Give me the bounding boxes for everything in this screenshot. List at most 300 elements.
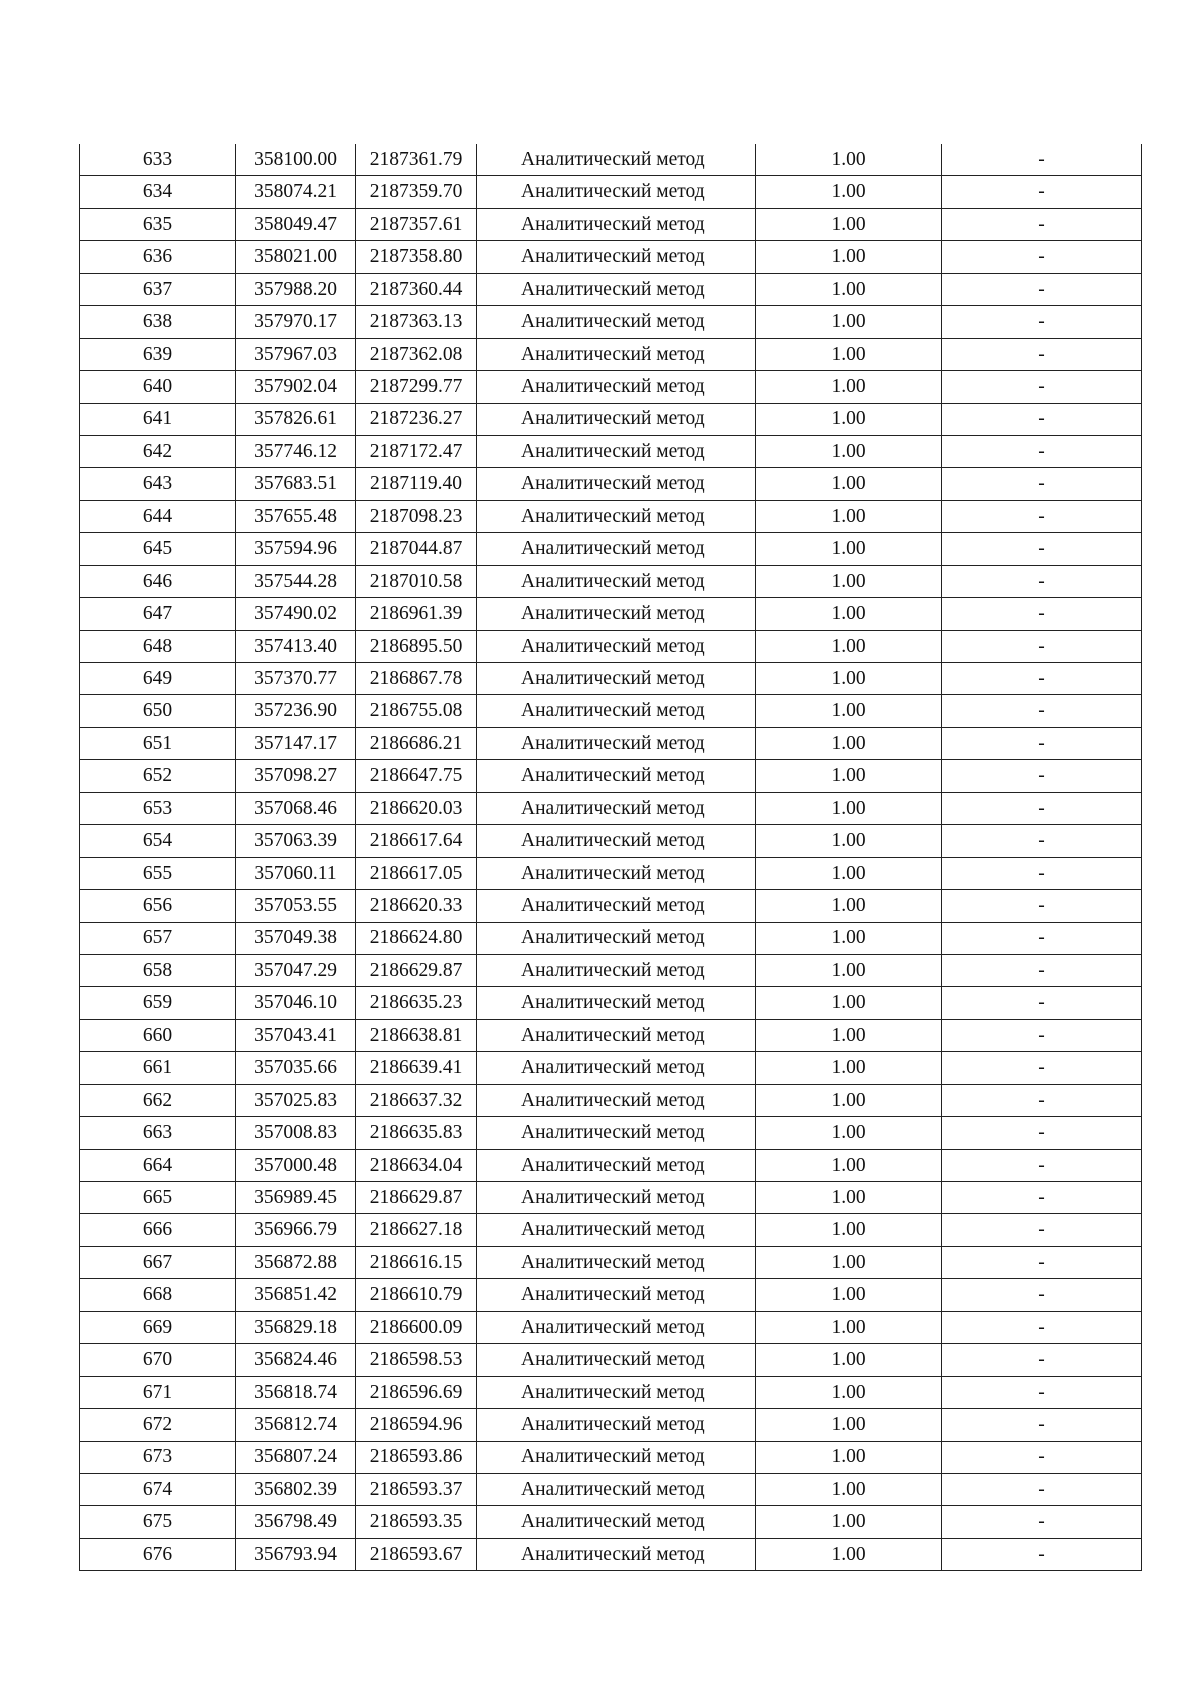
- method-cell: Аналитический метод: [477, 1117, 756, 1149]
- method-cell: Аналитический метод: [477, 1182, 756, 1214]
- point-number-cell: 659: [80, 987, 236, 1019]
- x-coordinate-cell: 357746.12: [236, 435, 356, 467]
- x-coordinate-cell: 357967.03: [236, 338, 356, 370]
- x-coordinate-cell: 357490.02: [236, 598, 356, 630]
- table-row: [80, 1182, 1142, 1214]
- method-cell: Аналитический метод: [477, 144, 756, 176]
- method-cell: Аналитический метод: [477, 1538, 756, 1570]
- accuracy-cell: 1.00: [756, 1246, 942, 1278]
- description-cell: -: [942, 1052, 1142, 1084]
- accuracy-cell: 1.00: [756, 1052, 942, 1084]
- accuracy-cell: 1.00: [756, 630, 942, 662]
- x-coordinate-cell: 357025.83: [236, 1084, 356, 1116]
- x-coordinate-cell: 357826.61: [236, 403, 356, 435]
- accuracy-cell: 1.00: [756, 1149, 942, 1181]
- table-row: [80, 760, 1142, 792]
- table-row: [80, 435, 1142, 467]
- description-cell: -: [942, 1538, 1142, 1570]
- description-cell: -: [942, 598, 1142, 630]
- y-coordinate-cell: 2187172.47: [356, 435, 477, 467]
- y-coordinate-cell: 2186600.09: [356, 1311, 477, 1343]
- table-row: [80, 857, 1142, 889]
- table-row: [80, 825, 1142, 857]
- y-coordinate-cell: 2187358.80: [356, 241, 477, 273]
- y-coordinate-cell: 2187044.87: [356, 533, 477, 565]
- description-cell: -: [942, 468, 1142, 500]
- accuracy-cell: 1.00: [756, 1473, 942, 1505]
- accuracy-cell: 1.00: [756, 306, 942, 338]
- y-coordinate-cell: 2186638.81: [356, 1019, 477, 1051]
- accuracy-cell: 1.00: [756, 1182, 942, 1214]
- y-coordinate-cell: 2186895.50: [356, 630, 477, 662]
- x-coordinate-cell: 358074.21: [236, 176, 356, 208]
- method-cell: Аналитический метод: [477, 533, 756, 565]
- y-coordinate-cell: 2186593.67: [356, 1538, 477, 1570]
- description-cell: -: [942, 1376, 1142, 1408]
- y-coordinate-cell: 2186620.03: [356, 792, 477, 824]
- description-cell: -: [942, 371, 1142, 403]
- method-cell: Аналитический метод: [477, 1246, 756, 1278]
- x-coordinate-cell: 357988.20: [236, 273, 356, 305]
- point-number-cell: 656: [80, 890, 236, 922]
- method-cell: Аналитический метод: [477, 1084, 756, 1116]
- accuracy-cell: 1.00: [756, 663, 942, 695]
- point-number-cell: 639: [80, 338, 236, 370]
- method-cell: Аналитический метод: [477, 468, 756, 500]
- description-cell: -: [942, 727, 1142, 759]
- description-cell: -: [942, 144, 1142, 176]
- description-cell: -: [942, 760, 1142, 792]
- method-cell: Аналитический метод: [477, 663, 756, 695]
- accuracy-cell: 1.00: [756, 1409, 942, 1441]
- description-cell: -: [942, 306, 1142, 338]
- x-coordinate-cell: 357046.10: [236, 987, 356, 1019]
- y-coordinate-cell: 2186624.80: [356, 922, 477, 954]
- table-row: [80, 565, 1142, 597]
- method-cell: Аналитический метод: [477, 792, 756, 824]
- method-cell: Аналитический метод: [477, 1441, 756, 1473]
- point-number-cell: 675: [80, 1506, 236, 1538]
- point-number-cell: 653: [80, 792, 236, 824]
- description-cell: -: [942, 857, 1142, 889]
- method-cell: Аналитический метод: [477, 1311, 756, 1343]
- point-number-cell: 665: [80, 1182, 236, 1214]
- y-coordinate-cell: 2187363.13: [356, 306, 477, 338]
- description-cell: -: [942, 1311, 1142, 1343]
- method-cell: Аналитический метод: [477, 1409, 756, 1441]
- description-cell: -: [942, 695, 1142, 727]
- accuracy-cell: 1.00: [756, 987, 942, 1019]
- y-coordinate-cell: 2187236.27: [356, 403, 477, 435]
- point-number-cell: 673: [80, 1441, 236, 1473]
- description-cell: -: [942, 1084, 1142, 1116]
- point-number-cell: 660: [80, 1019, 236, 1051]
- method-cell: Аналитический метод: [477, 500, 756, 532]
- method-cell: Аналитический метод: [477, 403, 756, 435]
- x-coordinate-cell: 357098.27: [236, 760, 356, 792]
- point-number-cell: 661: [80, 1052, 236, 1084]
- point-number-cell: 669: [80, 1311, 236, 1343]
- description-cell: -: [942, 1246, 1142, 1278]
- description-cell: -: [942, 922, 1142, 954]
- description-cell: -: [942, 1279, 1142, 1311]
- table-row: [80, 1311, 1142, 1343]
- x-coordinate-cell: 357370.77: [236, 663, 356, 695]
- point-number-cell: 648: [80, 630, 236, 662]
- y-coordinate-cell: 2186598.53: [356, 1344, 477, 1376]
- x-coordinate-cell: 356989.45: [236, 1182, 356, 1214]
- accuracy-cell: 1.00: [756, 1311, 942, 1343]
- accuracy-cell: 1.00: [756, 338, 942, 370]
- description-cell: -: [942, 954, 1142, 986]
- x-coordinate-cell: 358100.00: [236, 144, 356, 176]
- accuracy-cell: 1.00: [756, 695, 942, 727]
- description-cell: -: [942, 630, 1142, 662]
- accuracy-cell: 1.00: [756, 825, 942, 857]
- method-cell: Аналитический метод: [477, 922, 756, 954]
- y-coordinate-cell: 2187357.61: [356, 208, 477, 240]
- x-coordinate-cell: 357594.96: [236, 533, 356, 565]
- y-coordinate-cell: 2187359.70: [356, 176, 477, 208]
- point-number-cell: 636: [80, 241, 236, 273]
- accuracy-cell: 1.00: [756, 954, 942, 986]
- point-number-cell: 637: [80, 273, 236, 305]
- table-row: [80, 1409, 1142, 1441]
- method-cell: Аналитический метод: [477, 1052, 756, 1084]
- y-coordinate-cell: 2187360.44: [356, 273, 477, 305]
- table-row: [80, 403, 1142, 435]
- table-row: [80, 1052, 1142, 1084]
- point-number-cell: 642: [80, 435, 236, 467]
- y-coordinate-cell: 2186961.39: [356, 598, 477, 630]
- table-row: [80, 306, 1142, 338]
- method-cell: Аналитический метод: [477, 1019, 756, 1051]
- method-cell: Аналитический метод: [477, 727, 756, 759]
- coordinates-table: [79, 144, 1142, 1571]
- accuracy-cell: 1.00: [756, 403, 942, 435]
- point-number-cell: 676: [80, 1538, 236, 1570]
- table-row: [80, 176, 1142, 208]
- description-cell: -: [942, 338, 1142, 370]
- table-row: [80, 1214, 1142, 1246]
- method-cell: Аналитический метод: [477, 435, 756, 467]
- x-coordinate-cell: 357047.29: [236, 954, 356, 986]
- description-cell: -: [942, 825, 1142, 857]
- accuracy-cell: 1.00: [756, 273, 942, 305]
- table-row: [80, 338, 1142, 370]
- point-number-cell: 633: [80, 144, 236, 176]
- accuracy-cell: 1.00: [756, 598, 942, 630]
- x-coordinate-cell: 356829.18: [236, 1311, 356, 1343]
- accuracy-cell: 1.00: [756, 1279, 942, 1311]
- accuracy-cell: 1.00: [756, 435, 942, 467]
- y-coordinate-cell: 2186616.15: [356, 1246, 477, 1278]
- y-coordinate-cell: 2187361.79: [356, 144, 477, 176]
- x-coordinate-cell: 356807.24: [236, 1441, 356, 1473]
- table-row: [80, 663, 1142, 695]
- point-number-cell: 672: [80, 1409, 236, 1441]
- point-number-cell: 647: [80, 598, 236, 630]
- point-number-cell: 667: [80, 1246, 236, 1278]
- point-number-cell: 645: [80, 533, 236, 565]
- table-row: [80, 500, 1142, 532]
- y-coordinate-cell: 2186620.33: [356, 890, 477, 922]
- method-cell: Аналитический метод: [477, 371, 756, 403]
- y-coordinate-cell: 2186593.37: [356, 1473, 477, 1505]
- x-coordinate-cell: 357008.83: [236, 1117, 356, 1149]
- table-row: [80, 1538, 1142, 1570]
- y-coordinate-cell: 2186593.86: [356, 1441, 477, 1473]
- method-cell: Аналитический метод: [477, 825, 756, 857]
- table-row: [80, 1246, 1142, 1278]
- method-cell: Аналитический метод: [477, 565, 756, 597]
- method-cell: Аналитический метод: [477, 1473, 756, 1505]
- x-coordinate-cell: 357655.48: [236, 500, 356, 532]
- accuracy-cell: 1.00: [756, 176, 942, 208]
- description-cell: -: [942, 1441, 1142, 1473]
- table-row: [80, 630, 1142, 662]
- description-cell: -: [942, 792, 1142, 824]
- description-cell: -: [942, 1344, 1142, 1376]
- table-row: [80, 1473, 1142, 1505]
- accuracy-cell: 1.00: [756, 1376, 942, 1408]
- point-number-cell: 644: [80, 500, 236, 532]
- x-coordinate-cell: 357053.55: [236, 890, 356, 922]
- point-number-cell: 652: [80, 760, 236, 792]
- table-row: [80, 890, 1142, 922]
- y-coordinate-cell: 2187098.23: [356, 500, 477, 532]
- accuracy-cell: 1.00: [756, 1214, 942, 1246]
- y-coordinate-cell: 2186629.87: [356, 1182, 477, 1214]
- point-number-cell: 670: [80, 1344, 236, 1376]
- y-coordinate-cell: 2186867.78: [356, 663, 477, 695]
- method-cell: Аналитический метод: [477, 1506, 756, 1538]
- method-cell: Аналитический метод: [477, 273, 756, 305]
- x-coordinate-cell: 357902.04: [236, 371, 356, 403]
- point-number-cell: 650: [80, 695, 236, 727]
- x-coordinate-cell: 357063.39: [236, 825, 356, 857]
- table-row: [80, 371, 1142, 403]
- accuracy-cell: 1.00: [756, 1019, 942, 1051]
- point-number-cell: 657: [80, 922, 236, 954]
- accuracy-cell: 1.00: [756, 760, 942, 792]
- accuracy-cell: 1.00: [756, 890, 942, 922]
- method-cell: Аналитический метод: [477, 208, 756, 240]
- table-row: [80, 1344, 1142, 1376]
- accuracy-cell: 1.00: [756, 1538, 942, 1570]
- description-cell: -: [942, 1182, 1142, 1214]
- x-coordinate-cell: 358021.00: [236, 241, 356, 273]
- method-cell: Аналитический метод: [477, 306, 756, 338]
- point-number-cell: 649: [80, 663, 236, 695]
- method-cell: Аналитический метод: [477, 890, 756, 922]
- accuracy-cell: 1.00: [756, 533, 942, 565]
- x-coordinate-cell: 357060.11: [236, 857, 356, 889]
- table-row: [80, 1019, 1142, 1051]
- accuracy-cell: 1.00: [756, 468, 942, 500]
- y-coordinate-cell: 2186686.21: [356, 727, 477, 759]
- table-row: [80, 1279, 1142, 1311]
- y-coordinate-cell: 2186594.96: [356, 1409, 477, 1441]
- method-cell: Аналитический метод: [477, 1344, 756, 1376]
- x-coordinate-cell: 356812.74: [236, 1409, 356, 1441]
- coordinates-table-body: [80, 144, 1142, 1571]
- point-number-cell: 635: [80, 208, 236, 240]
- method-cell: Аналитический метод: [477, 760, 756, 792]
- x-coordinate-cell: 356802.39: [236, 1473, 356, 1505]
- method-cell: Аналитический метод: [477, 857, 756, 889]
- table-row: [80, 792, 1142, 824]
- method-cell: Аналитический метод: [477, 987, 756, 1019]
- table-row: [80, 695, 1142, 727]
- point-number-cell: 646: [80, 565, 236, 597]
- y-coordinate-cell: 2187299.77: [356, 371, 477, 403]
- x-coordinate-cell: 357043.41: [236, 1019, 356, 1051]
- point-number-cell: 664: [80, 1149, 236, 1181]
- point-number-cell: 640: [80, 371, 236, 403]
- point-number-cell: 671: [80, 1376, 236, 1408]
- y-coordinate-cell: 2187119.40: [356, 468, 477, 500]
- point-number-cell: 666: [80, 1214, 236, 1246]
- x-coordinate-cell: 357147.17: [236, 727, 356, 759]
- point-number-cell: 651: [80, 727, 236, 759]
- method-cell: Аналитический метод: [477, 338, 756, 370]
- table-row: [80, 1441, 1142, 1473]
- x-coordinate-cell: 356824.46: [236, 1344, 356, 1376]
- y-coordinate-cell: 2186610.79: [356, 1279, 477, 1311]
- x-coordinate-cell: 357000.48: [236, 1149, 356, 1181]
- description-cell: -: [942, 1473, 1142, 1505]
- method-cell: Аналитический метод: [477, 1149, 756, 1181]
- accuracy-cell: 1.00: [756, 1344, 942, 1376]
- y-coordinate-cell: 2186627.18: [356, 1214, 477, 1246]
- point-number-cell: 638: [80, 306, 236, 338]
- x-coordinate-cell: 356851.42: [236, 1279, 356, 1311]
- accuracy-cell: 1.00: [756, 241, 942, 273]
- accuracy-cell: 1.00: [756, 565, 942, 597]
- x-coordinate-cell: 356793.94: [236, 1538, 356, 1570]
- accuracy-cell: 1.00: [756, 1506, 942, 1538]
- y-coordinate-cell: 2187362.08: [356, 338, 477, 370]
- x-coordinate-cell: 357413.40: [236, 630, 356, 662]
- method-cell: Аналитический метод: [477, 1279, 756, 1311]
- method-cell: Аналитический метод: [477, 241, 756, 273]
- y-coordinate-cell: 2186635.83: [356, 1117, 477, 1149]
- x-coordinate-cell: 356818.74: [236, 1376, 356, 1408]
- x-coordinate-cell: 356872.88: [236, 1246, 356, 1278]
- table-row: [80, 727, 1142, 759]
- table-row: [80, 241, 1142, 273]
- description-cell: -: [942, 987, 1142, 1019]
- y-coordinate-cell: 2186617.64: [356, 825, 477, 857]
- accuracy-cell: 1.00: [756, 922, 942, 954]
- table-row: [80, 1376, 1142, 1408]
- description-cell: -: [942, 1117, 1142, 1149]
- y-coordinate-cell: 2186755.08: [356, 695, 477, 727]
- description-cell: -: [942, 1506, 1142, 1538]
- table-row: [80, 922, 1142, 954]
- y-coordinate-cell: 2186635.23: [356, 987, 477, 1019]
- point-number-cell: 668: [80, 1279, 236, 1311]
- description-cell: -: [942, 1019, 1142, 1051]
- x-coordinate-cell: 357970.17: [236, 306, 356, 338]
- x-coordinate-cell: 356966.79: [236, 1214, 356, 1246]
- description-cell: -: [942, 1149, 1142, 1181]
- y-coordinate-cell: 2187010.58: [356, 565, 477, 597]
- method-cell: Аналитический метод: [477, 695, 756, 727]
- point-number-cell: 641: [80, 403, 236, 435]
- accuracy-cell: 1.00: [756, 500, 942, 532]
- table-row: [80, 1506, 1142, 1538]
- point-number-cell: 658: [80, 954, 236, 986]
- y-coordinate-cell: 2186593.35: [356, 1506, 477, 1538]
- x-coordinate-cell: 357049.38: [236, 922, 356, 954]
- table-row: [80, 1117, 1142, 1149]
- method-cell: Аналитический метод: [477, 1376, 756, 1408]
- table-row: [80, 598, 1142, 630]
- accuracy-cell: 1.00: [756, 1441, 942, 1473]
- accuracy-cell: 1.00: [756, 371, 942, 403]
- point-number-cell: 663: [80, 1117, 236, 1149]
- point-number-cell: 634: [80, 176, 236, 208]
- description-cell: -: [942, 500, 1142, 532]
- table-row: [80, 1084, 1142, 1116]
- method-cell: Аналитический метод: [477, 954, 756, 986]
- accuracy-cell: 1.00: [756, 208, 942, 240]
- accuracy-cell: 1.00: [756, 1084, 942, 1116]
- description-cell: -: [942, 403, 1142, 435]
- accuracy-cell: 1.00: [756, 857, 942, 889]
- y-coordinate-cell: 2186629.87: [356, 954, 477, 986]
- y-coordinate-cell: 2186634.04: [356, 1149, 477, 1181]
- x-coordinate-cell: 357068.46: [236, 792, 356, 824]
- y-coordinate-cell: 2186617.05: [356, 857, 477, 889]
- x-coordinate-cell: 357236.90: [236, 695, 356, 727]
- description-cell: -: [942, 241, 1142, 273]
- description-cell: -: [942, 1214, 1142, 1246]
- description-cell: -: [942, 565, 1142, 597]
- method-cell: Аналитический метод: [477, 176, 756, 208]
- description-cell: -: [942, 208, 1142, 240]
- method-cell: Аналитический метод: [477, 630, 756, 662]
- x-coordinate-cell: 357544.28: [236, 565, 356, 597]
- accuracy-cell: 1.00: [756, 144, 942, 176]
- x-coordinate-cell: 357035.66: [236, 1052, 356, 1084]
- accuracy-cell: 1.00: [756, 1117, 942, 1149]
- accuracy-cell: 1.00: [756, 727, 942, 759]
- y-coordinate-cell: 2186639.41: [356, 1052, 477, 1084]
- y-coordinate-cell: 2186596.69: [356, 1376, 477, 1408]
- y-coordinate-cell: 2186637.32: [356, 1084, 477, 1116]
- x-coordinate-cell: 357683.51: [236, 468, 356, 500]
- point-number-cell: 655: [80, 857, 236, 889]
- description-cell: -: [942, 273, 1142, 305]
- point-number-cell: 654: [80, 825, 236, 857]
- method-cell: Аналитический метод: [477, 1214, 756, 1246]
- description-cell: -: [942, 533, 1142, 565]
- table-row: [80, 1149, 1142, 1181]
- table-row: [80, 208, 1142, 240]
- table-row: [80, 468, 1142, 500]
- table-row: [80, 273, 1142, 305]
- point-number-cell: 643: [80, 468, 236, 500]
- description-cell: -: [942, 663, 1142, 695]
- description-cell: -: [942, 890, 1142, 922]
- table-row: [80, 144, 1142, 176]
- description-cell: -: [942, 176, 1142, 208]
- description-cell: -: [942, 1409, 1142, 1441]
- accuracy-cell: 1.00: [756, 792, 942, 824]
